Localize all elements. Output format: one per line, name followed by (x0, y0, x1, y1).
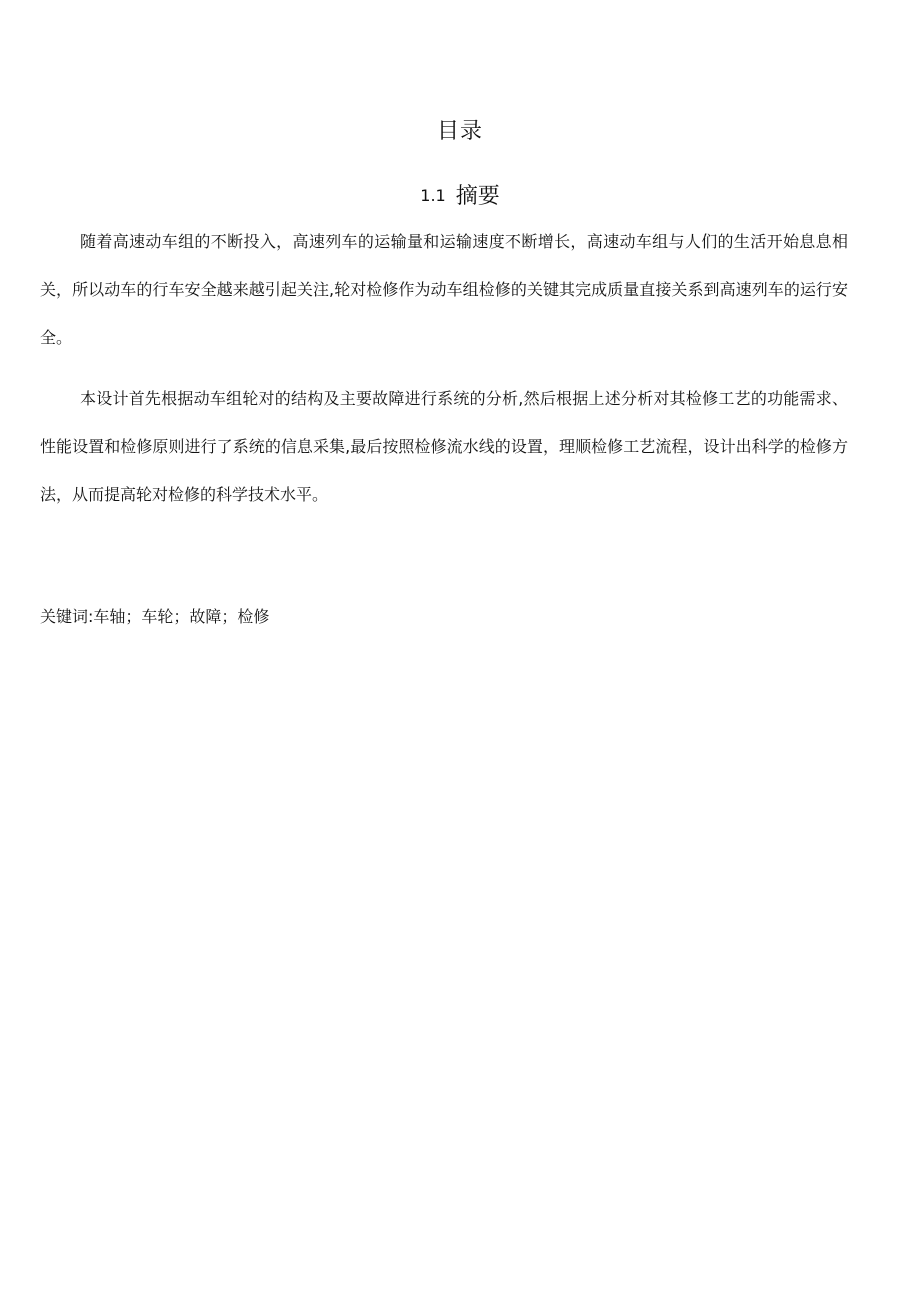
section-title: 摘要 (455, 184, 500, 209)
section-number: 1.1 (420, 186, 446, 205)
abstract-paragraph-1: 随着高速动车组的不断投入，高速列车的运输量和运输速度不断增长，高速动车组与人们的生活开始息息相关，所以动车的行车安全越来越引起关注,轮对检修作为动车组检修的关键其完成质量直接关系到高速列车的运行安全。 (40, 232, 848, 347)
abstract-paragraph-2: 本设计首先根据动车组轮对的结构及主要故障进行系统的分析,然后根据上述分析对其检修工艺的功能需求、性能设置和检修原则进行了系统的信息采集,最后按照检修流水线的设置，理顺检修工艺流程，设计出科学的检修方法，从而提高轮对检修的科学技术水平。 (40, 389, 848, 504)
toc-title: 目录 (436, 119, 483, 144)
keywords-line: 关键词:车轴；车轮；故障；检修 (40, 607, 270, 626)
section-heading (0, 180, 920, 213)
